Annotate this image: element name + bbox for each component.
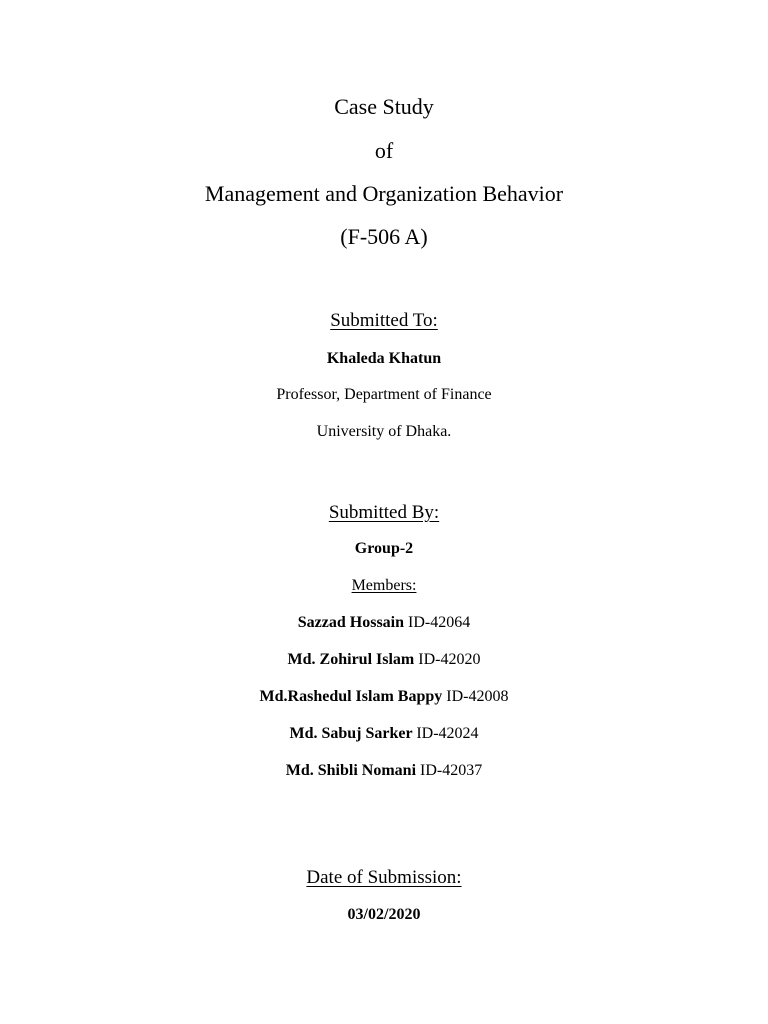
member-id: ID-42037	[420, 762, 483, 779]
title-line-3: Management and Organization Behavior	[204, 181, 564, 206]
member-row	[0, 615, 768, 631]
submitted-by-heading: Submitted By:	[328, 502, 440, 523]
member-row	[0, 763, 768, 779]
group-name: Group-2	[354, 540, 414, 557]
title-line-2: of	[374, 138, 394, 163]
member-id: ID-42020	[418, 651, 481, 668]
member-row	[0, 652, 768, 668]
member-id: ID-42008	[446, 688, 509, 705]
title-line-1: Case Study	[334, 94, 434, 119]
members-label: Members:	[351, 577, 417, 594]
recipient-institution: University of Dhaka.	[316, 423, 452, 440]
submission-date-heading: Date of Submission:	[306, 867, 462, 888]
submission-date: 03/02/2020	[347, 906, 421, 923]
course-code: (F-506 A)	[340, 224, 428, 249]
member-id: ID-42064	[408, 614, 471, 631]
recipient-position: Professor, Department of Finance	[276, 386, 492, 403]
member-name: Md. Sabuj Sarker	[289, 725, 413, 742]
member-row	[0, 726, 768, 742]
member-name: Md. Zohirul Islam	[287, 651, 415, 668]
recipient-name: Khaleda Khatun	[326, 350, 442, 367]
member-row	[0, 689, 768, 705]
member-name: Md. Shibli Nomani	[285, 762, 417, 779]
member-name: Md.Rashedul Islam Bappy	[259, 688, 443, 705]
member-name: Sazzad Hossain	[297, 614, 405, 631]
member-id: ID-42024	[416, 725, 479, 742]
submitted-to-heading: Submitted To:	[330, 310, 438, 331]
